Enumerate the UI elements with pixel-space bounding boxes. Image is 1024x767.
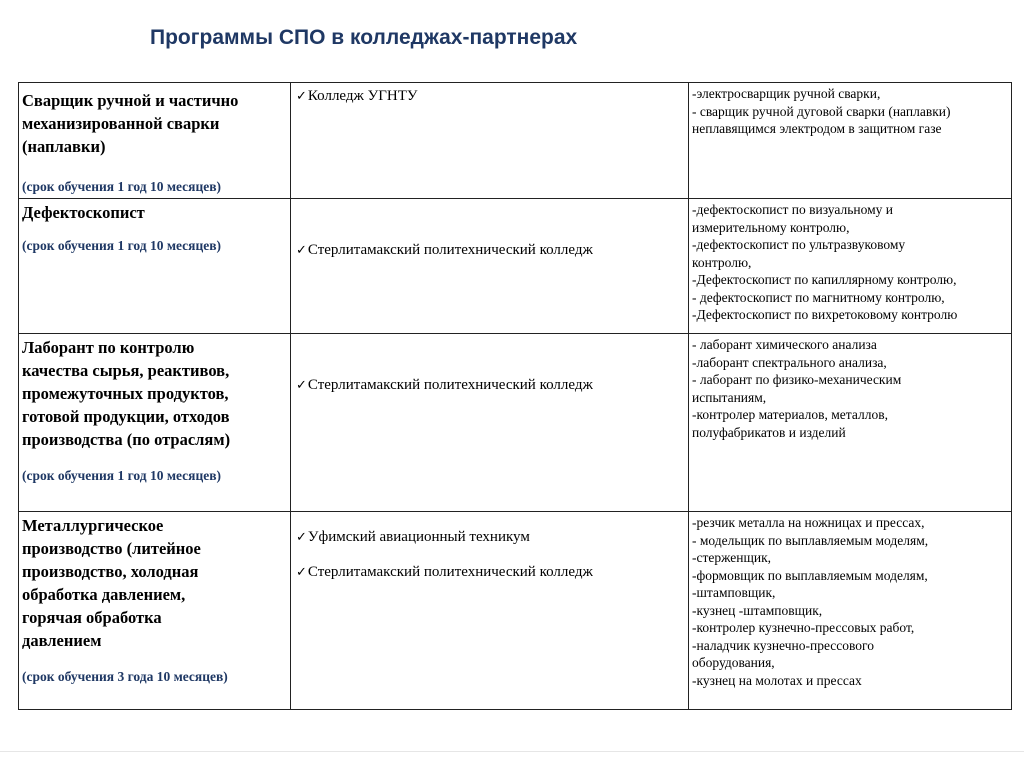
qualification-item: -стерженщик, — [692, 550, 772, 565]
qualification-item: -дефектоскопист по ультразвуковому — [692, 237, 906, 252]
program-cell — [19, 512, 291, 710]
program-name: Дефектоскопист — [22, 203, 145, 222]
college-name: Стерлитамакский политехнический колледж — [307, 564, 593, 580]
program-cell — [19, 199, 291, 334]
college-name: Стерлитамакский политехнический колледж — [307, 242, 593, 258]
table-row — [19, 199, 1012, 334]
check-icon: ✓ — [296, 243, 307, 258]
program-cell — [19, 83, 291, 199]
qualification-item: - лаборант по физико-механическим — [692, 372, 902, 387]
qualification-item: -лаборант спектрального анализа, — [692, 354, 887, 370]
qualification-item: полуфабрикатов и изделий — [692, 424, 846, 440]
college-item — [294, 87, 685, 106]
table-row — [19, 83, 1012, 199]
qualifications-cell — [689, 83, 1012, 199]
college-item — [294, 241, 685, 260]
qualification-item: - модельщик по выплавляемым моделям, — [692, 532, 929, 548]
qualifications-cell — [689, 334, 1012, 512]
qualification-item: -кузнец на молотах и прессах — [692, 672, 862, 688]
check-icon: ✓ — [296, 89, 307, 104]
qualification-item: измерительному контролю, — [692, 219, 850, 235]
qualification-item: -электросварщик ручной сварки, — [692, 86, 881, 101]
college-cell — [291, 334, 689, 512]
program-duration: (срок обучения 1 год 10 месяцев) — [22, 238, 222, 253]
qualifications-cell — [689, 199, 1012, 334]
qualification-item: -контролер кузнечно-прессовых работ, — [692, 620, 915, 635]
qualification-item: -Дефектоскопист по вихретоковому контролю — [692, 307, 958, 322]
qualifications-cell — [689, 512, 1012, 710]
college-name: Стерлитамакский политехнический колледж — [307, 377, 593, 393]
page-title: Программы СПО в колледжах-партнерах — [150, 26, 578, 49]
program-name: Сварщик ручной и частично механизированной сварки (наплавки) — [22, 91, 239, 156]
check-icon: ✓ — [296, 378, 307, 393]
college-name: Уфимский авиационный техникум — [307, 529, 530, 545]
qualification-item: -контролер материалов, металлов, — [692, 407, 888, 422]
qualification-item: -штамповщик, — [692, 585, 776, 600]
qualification-item: -Дефектоскопист по капиллярному контролю, — [692, 272, 957, 287]
qualification-item: оборудования, — [692, 655, 775, 670]
qualification-item: -дефектоскопист по визуальному и — [692, 202, 893, 217]
qualifications-list — [692, 514, 1008, 689]
qualification-item: контролю, — [692, 254, 752, 270]
college-item — [294, 376, 685, 395]
qualification-item: -резчик металла на ножницах и прессах, — [692, 515, 925, 530]
qualification-item: -кузнец -штамповщик, — [692, 602, 823, 618]
qualification-item: -наладчик кузнечно-прессового — [692, 637, 874, 653]
qualification-item: - сварщик ручной дуговой сварки (наплавки) — [692, 103, 951, 119]
program-name: Лаборант по контролю качества сырья, реактивов, промежуточных продуктов, готовой продукции, отходов производства (по отраслям) — [22, 338, 231, 449]
college-cell — [291, 199, 689, 334]
programs-table — [18, 82, 1012, 710]
program-name: Металлургическое производство (литейное производство, холодная обработка давлением, горячая обработка давлением — [22, 516, 201, 650]
program-duration: (срок обучения 3 года 10 месяцев) — [22, 669, 228, 684]
college-cell — [291, 83, 689, 199]
table-row — [19, 512, 1012, 710]
program-cell — [19, 334, 291, 512]
college-name: Колледж УГНТУ — [307, 88, 418, 104]
divider — [0, 751, 1024, 752]
check-icon: ✓ — [296, 565, 307, 580]
college-item — [294, 528, 685, 547]
table-row — [19, 334, 1012, 512]
qualifications-list — [692, 201, 1008, 324]
check-icon: ✓ — [296, 530, 307, 545]
college-cell — [291, 512, 689, 710]
program-duration: (срок обучения 1 год 10 месяцев) — [22, 468, 222, 483]
qualification-item: -формовщик по выплавляемым моделям, — [692, 567, 928, 583]
qualifications-list — [692, 336, 1008, 441]
qualification-item: неплавящимся электродом в защитном газе — [692, 121, 942, 136]
qualifications-list — [692, 85, 1008, 138]
qualification-item: - лаборант химического анализа — [692, 337, 877, 352]
qualification-item: испытаниям, — [692, 389, 767, 405]
program-duration: (срок обучения 1 год 10 месяцев) — [22, 179, 222, 194]
qualification-item: - дефектоскопист по магнитному контролю, — [692, 289, 945, 305]
college-item — [294, 563, 685, 582]
